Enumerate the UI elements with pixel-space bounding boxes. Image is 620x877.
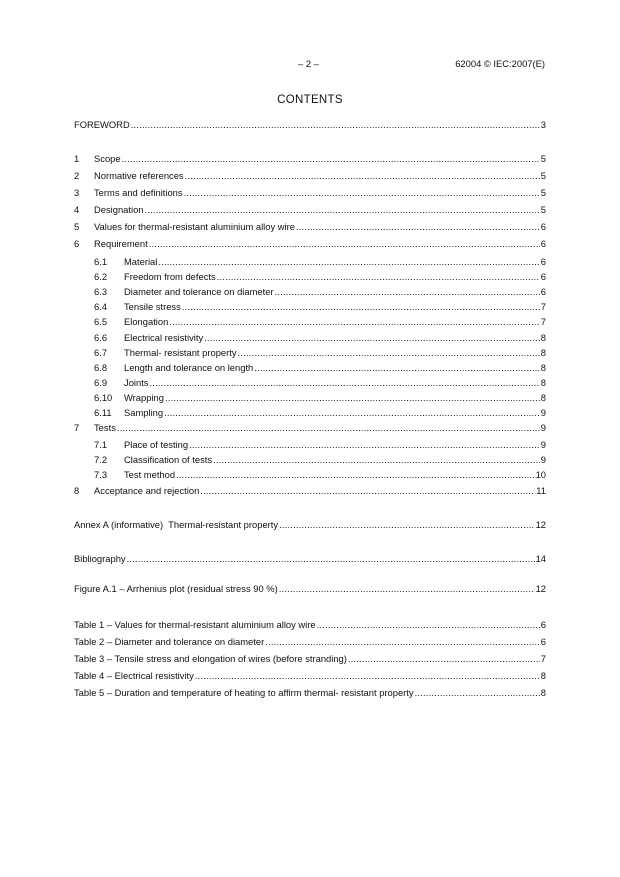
toc-page: 7: [540, 653, 546, 664]
toc-number: 4: [74, 204, 80, 215]
toc-label: Table 2 – Diameter and tolerance on diameter: [74, 636, 265, 647]
toc-page: 6: [540, 271, 546, 282]
toc-label: Terms and definitions: [94, 187, 183, 198]
toc-number: 1: [74, 153, 80, 164]
toc-number: 6.5: [94, 316, 108, 327]
toc-page: 8: [540, 377, 546, 388]
toc-label: Table 1 – Values for thermal-resistant aluminium alloy wire: [74, 619, 316, 630]
toc-number: 7: [74, 422, 80, 433]
toc-page: 7: [540, 301, 546, 312]
toc-label: Classification of tests: [124, 454, 213, 465]
toc-page: 6: [540, 619, 546, 630]
leader-dots: [275, 286, 540, 298]
toc-number: 6.3: [94, 286, 108, 297]
toc-label: Material: [124, 256, 158, 267]
toc-number: 7.3: [94, 469, 108, 480]
toc-page: 6: [540, 256, 546, 267]
toc-entry-7-1[interactable]: [74, 439, 546, 451]
toc-number: 2: [74, 170, 80, 181]
leader-dots: [217, 271, 540, 283]
toc-label: Table 3 – Tensile stress and elongation of wires (before stranding): [74, 653, 347, 664]
toc-entry-6-2[interactable]: [74, 271, 546, 283]
toc-number: 6.10: [94, 392, 113, 403]
toc-label: Tests: [94, 422, 116, 433]
toc-label: Thermal- resistant property: [124, 347, 237, 358]
leader-dots: [185, 170, 540, 182]
leader-dots: [200, 485, 535, 497]
toc-label: Wrapping: [124, 392, 164, 403]
toc-entry-8[interactable]: [74, 485, 546, 497]
toc-page: 8: [540, 347, 546, 358]
toc-label: Figure A.1 – Arrhenius plot (residual stress 90 %): [74, 583, 278, 594]
leader-dots: [204, 332, 540, 344]
leader-dots: [164, 407, 540, 419]
leader-dots: [127, 553, 535, 565]
toc-entry-4[interactable]: [74, 204, 546, 216]
toc-figure-a1[interactable]: [74, 583, 546, 595]
toc-number: 6.11: [94, 407, 112, 418]
toc-page: 5: [540, 187, 546, 198]
toc-entry-3[interactable]: [74, 187, 546, 199]
leader-dots: [182, 301, 540, 313]
toc-entry-1[interactable]: [74, 153, 546, 165]
toc-number: 6: [74, 238, 80, 249]
toc-page: 3: [540, 119, 546, 130]
toc-page: 9: [540, 407, 546, 418]
toc-table-1[interactable]: [74, 619, 546, 631]
toc-table-3[interactable]: [74, 653, 546, 665]
toc-label: Scope: [94, 153, 121, 164]
leader-dots: [254, 362, 540, 374]
toc-page: 5: [540, 153, 546, 164]
toc-number: 5: [74, 221, 80, 232]
leader-dots: [296, 221, 540, 233]
leader-dots: [415, 687, 540, 699]
toc-page: 9: [540, 454, 546, 465]
toc-page: 5: [540, 204, 546, 215]
toc-entry-2[interactable]: [74, 170, 546, 182]
leader-dots: [195, 670, 540, 682]
toc-label: Annex A (informative) Thermal-resistant property: [74, 519, 279, 530]
leader-dots: [189, 439, 540, 451]
leader-dots: [213, 454, 540, 466]
toc-label: Designation: [94, 204, 144, 215]
toc-entry-7-3[interactable]: [74, 469, 546, 481]
toc-page: 6: [540, 636, 546, 647]
toc-entry-7[interactable]: [74, 422, 546, 434]
toc-page: 6: [540, 238, 546, 249]
toc-page: 8: [540, 687, 546, 698]
leader-dots: [279, 583, 535, 595]
toc-entry-6-1[interactable]: [74, 256, 546, 268]
toc-page: 8: [540, 670, 546, 681]
toc-annex-a[interactable]: [74, 519, 546, 531]
toc-label: Table 5 – Duration and temperature of heating to affirm thermal- resistant property: [74, 687, 414, 698]
toc-entry-5[interactable]: [74, 221, 546, 233]
toc-page: 7: [540, 316, 546, 327]
toc-label: Test method: [124, 469, 176, 480]
leader-dots: [158, 256, 539, 268]
toc-label: Tensile stress: [124, 301, 181, 312]
toc-page: 9: [540, 422, 546, 433]
toc-page: 12: [535, 519, 546, 530]
toc-page: 8: [540, 392, 546, 403]
toc-entry-6-10[interactable]: [74, 392, 546, 404]
toc-label: Length and tolerance on length: [124, 362, 254, 373]
toc-entry-6-8[interactable]: [74, 362, 546, 374]
toc-entry-6-11[interactable]: [74, 407, 546, 419]
leader-dots: [145, 204, 540, 216]
toc-label: Values for thermal-resistant aluminium alloy wire: [94, 221, 295, 232]
toc-label: Place of testing: [124, 439, 189, 450]
toc-label: Acceptance and rejection: [94, 485, 200, 496]
leader-dots: [117, 422, 540, 434]
toc-foreword[interactable]: [74, 119, 546, 131]
leader-dots: [238, 347, 540, 359]
toc-page: 8: [540, 362, 546, 373]
toc-label: Normative references: [94, 170, 184, 181]
page-number: – 2 –: [298, 58, 319, 69]
toc-entry-6-4[interactable]: [74, 301, 546, 313]
toc-label: FOREWORD: [74, 119, 130, 130]
leader-dots: [348, 653, 540, 665]
leader-dots: [279, 519, 534, 531]
toc-page: 9: [540, 439, 546, 450]
toc-page: 14: [535, 553, 546, 564]
toc-label: Requirement: [94, 238, 148, 249]
toc-label: Table 4 – Electrical resistivity: [74, 670, 194, 681]
toc-number: 6.6: [94, 332, 108, 343]
toc-bibliography[interactable]: [74, 553, 546, 565]
toc-label: Electrical resistivity: [124, 332, 204, 343]
toc-label: Elongation: [124, 316, 169, 327]
toc-label: Sampling: [124, 407, 164, 418]
toc-page: 6: [540, 286, 546, 297]
toc-table-5[interactable]: [74, 687, 546, 699]
leader-dots: [149, 238, 540, 250]
leader-dots: [184, 187, 540, 199]
toc-label: Joints: [124, 377, 149, 388]
toc-number: 6.1: [94, 256, 108, 267]
toc-number: 6.4: [94, 301, 108, 312]
toc-number: 8: [74, 485, 80, 496]
toc-entry-6-6[interactable]: [74, 332, 546, 344]
toc-number: 7.1: [94, 439, 108, 450]
toc-page: 8: [540, 332, 546, 343]
toc-table-4[interactable]: [74, 670, 546, 682]
toc-page: 12: [535, 583, 546, 594]
document-reference: 62004 © IEC:2007(E): [455, 58, 545, 69]
toc-entry-6-3[interactable]: [74, 286, 546, 298]
toc-number: 6.8: [94, 362, 108, 373]
toc-entry-7-2[interactable]: [74, 454, 546, 466]
toc-page: 5: [540, 170, 546, 181]
toc-number: 6.2: [94, 271, 108, 282]
toc-number: 3: [74, 187, 80, 198]
toc-entry-6-7[interactable]: [74, 347, 546, 359]
leader-dots: [131, 119, 540, 131]
contents-title: CONTENTS: [277, 94, 343, 106]
leader-dots: [122, 153, 540, 165]
toc-label: Freedom from defects: [124, 271, 216, 282]
toc-label: Diameter and tolerance on diameter: [124, 286, 274, 297]
toc-entry-6-9[interactable]: [74, 377, 546, 389]
toc-entry-6[interactable]: [74, 238, 546, 250]
toc-number: 6.9: [94, 377, 108, 388]
leader-dots: [169, 316, 539, 328]
toc-number: 6.7: [94, 347, 108, 358]
toc-page: 11: [536, 485, 546, 496]
toc-table-2[interactable]: [74, 636, 546, 648]
toc-page: 10: [535, 469, 546, 480]
leader-dots: [265, 636, 540, 648]
leader-dots: [150, 377, 540, 389]
leader-dots: [176, 469, 534, 481]
leader-dots: [317, 619, 540, 631]
toc-label: Bibliography: [74, 553, 126, 564]
leader-dots: [165, 392, 540, 404]
toc-entry-6-5[interactable]: [74, 316, 546, 328]
toc-number: 7.2: [94, 454, 108, 465]
toc-page: 6: [540, 221, 546, 232]
